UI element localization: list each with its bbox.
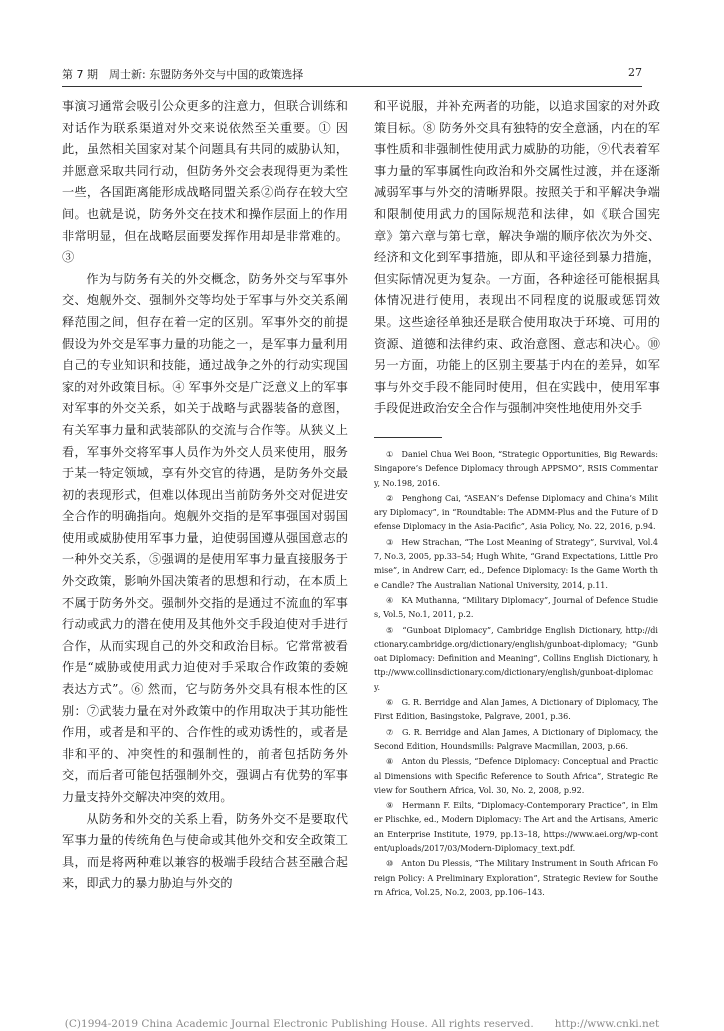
footnote: ② Penghong Cai, “ASEAN’s Defense Diplomacy and China’s Military Diplomacy”, in “Roundtable: The ADMM-Plus and the Future of Defense Diplomacy in the Asia-Pacific”, Asia Policy, No. 22, 2016, p.94. — [374, 493, 658, 532]
footnotes — [374, 448, 658, 901]
running-header-title: 第 7 期 周士新: 东盟防务外交与中国的政策选择 — [62, 68, 304, 81]
footnote: ⑤ “Gunboat Diplomacy”, Cambridge English Dictionary, http://dictionary.cambridge.org/dictionary/english/gunboat-diplomacy; “Gunboat Diplomacy: Definition and Meaning”, Collins English Dictionary, http://www.collinsdictionary.com/dictionary/english/gunboat-diplomacy. — [374, 625, 658, 692]
footnote: ⑥ G. R. Berridge and Alan James, A Dictionary of Diplomacy, The First Edition, Basingstoke, Palgrave, 2001, p.36. — [374, 698, 658, 722]
running-header — [62, 66, 642, 84]
header-rule — [62, 86, 642, 87]
footnote: ⑨ Hermann F. Eilts, “Diplomacy-Contemporary Practice”, in Elmer Plischke, ed., Modern Diplomacy: The Art and the Artisans, American Enterprise Institute, 1979, pp.13–18, https://www.aei.org/wp-content/uploads/2017/03/Modern-Diplomacy_text.pdf. — [374, 801, 658, 854]
footnote: ⑩ Anton Du Plessis, “The Military Instrument in South African Foreign Policy: A Preliminary Exploration”, Strategic Review for Southern Africa, Vol.25, No.2, 2003, pp.106–143. — [374, 859, 658, 897]
footnote: ⑦ G. R. Berridge and Alan James, A Dictionary of Diplomacy, the Second Edition, Houndsmills: Palgrave Macmillan, 2003, p.66. — [374, 727, 658, 751]
page-number: 27 — [628, 66, 642, 79]
right-column — [374, 96, 660, 420]
copyright-footer: (C)1994-2019 China Academic Journal Electronic Publishing House. All rights reserved. http://www.cnki.net — [64, 1018, 660, 1030]
footnote: ⑧ Anton du Plessis, “Defence Diplomacy: Conceptual and Practical Dimensions with Specific Reference to South Africa”, Strategic Review for Southern Africa, Vol. 30, No. 2, 2008, p.92. — [374, 757, 658, 795]
body-paragraph: 作为与防务有关的外交概念，防务外交与军事外交、炮舰外交、强制外交等均处于军事与外交关系阐释范围之间，但存在着一定的区别。军事外交的前提假设为外交是军事力量的功能之一，是军事力量利用自己的专业知识和技能，通过战争之外的行动实现国家的对外政策目标。④ 军事外交是广泛意义上的军事对军事的外交关系，如关于战略与武器装备的意图，有关军事力量和武装部队的交流与合作等。从狭义上看，军事外交将军事人员作为外交人员来使用，服务于某一特定领域，享有外交官的待遇，是防务外交最初的表现形式，但难以体现出当前防务外交对促进安全合作的明确指向。炮舰外交指的是军事强国对弱国使用或威胁使用军事力量，迫使弱国遵从强国意志的一种外交关系，⑤强调的是使用军事力量直接服务于外交政策，影响外国决策者的思想和行动，在本质上不属于防务外交。强制外交指的是通过不流血的军事行动或武力的潜在使用及其他外交手段迫使对手进行合作，从而实现自己的外交和政治目标。它常常被看作是“威胁或使用武力迫使对手采取合作政策的委婉表达方式”。⑥ 然而，它与防务外交具有根本性的区别：⑦武装力量在对外政策中的作用取决于其功能性作用，或者是和平的、合作性的或劝诱性的，或者是非和平的、冲突性的和强制性的，前者包括防务外交，而后者可能包括强制外交，强调占有优势的军事力量支持外交解决冲突的效用。 — [62, 271, 348, 804]
body-paragraph: 和平说服，并补充两者的功能，以追求国家的对外政策目标。⑧ 防务外交具有独特的安全意涵，内在的军事性质和非强制性使用武力威胁的功能，⑨代表着军事力量的军事属性向政治和外交属性过渡，并在逐渐减弱军事与外交的清晰界限。按照关于和平解决争端和限制使用武力的国际规范和法律，如《联合国宪章》第六章与第七章，解决争端的顺序依次为外交、经济和文化到军事措施，即从和平途径到暴力措施，但实际情况更为复杂。一方面，各种途径可能根据具体情况进行使用，表现出不同程度的说服或惩罚效果。这些途径单独还是联合使用取决于环境、可用的资源、道德和法律约束、政治意图、意志和决心。⑩ 另一方面，功能上的区别主要基于内在的差异，如军事与外交手段不能同时使用，但在实践中，使用军事手段促进政治安全合作与强制冲突性地使用外交手 — [374, 99, 660, 416]
footnote: ④ KA Muthanna, “Military Diplomacy”, Journal of Defence Studies, Vol.5, No.1, 2011, p.2. — [374, 595, 658, 620]
footnote: ① Daniel Chua Wei Boon, “Strategic Opportunities, Big Rewards: Singapore’s Defence Diplomacy through APPSMO”, RSIS Commentary, No.198, 2016. — [374, 450, 658, 488]
left-column — [62, 96, 348, 895]
body-paragraph: 事演习通常会吸引公众更多的注意力，但联合训练和对话作为联系渠道对外交来说依然至关重要。① 因此，虽然相关国家对某个问题具有共同的威胁认知，并愿意采取共同行动，但防务外交会表现得更为柔性一些，各国距离能形成战略同盟关系②尚存在较大空间。也就是说，防务外交在技术和操作层面上的作用非常明显，但在战略层面要发挥作用却是非常难的。③ — [62, 99, 348, 265]
footnote: ③ Hew Strachan, “The Lost Meaning of Strategy”, Survival, Vol.47, No.3, 2005, pp.33–54; Hugh White, “Grand Expectations, Little Promise”, in Andrew Carr, ed., Defence Diplomacy: Is the Game Worth the Candle? The Australian National University, 2014, p.11. — [374, 537, 658, 590]
footnote-separator — [374, 437, 442, 438]
body-paragraph: 从防务和外交的关系上看，防务外交不是要取代军事力量的传统角色与使命或其他外交和安全政策工具，而是将两种难以兼容的极端手段结合甚至融合起来，即武力的暴力胁迫与外交的 — [62, 811, 348, 891]
